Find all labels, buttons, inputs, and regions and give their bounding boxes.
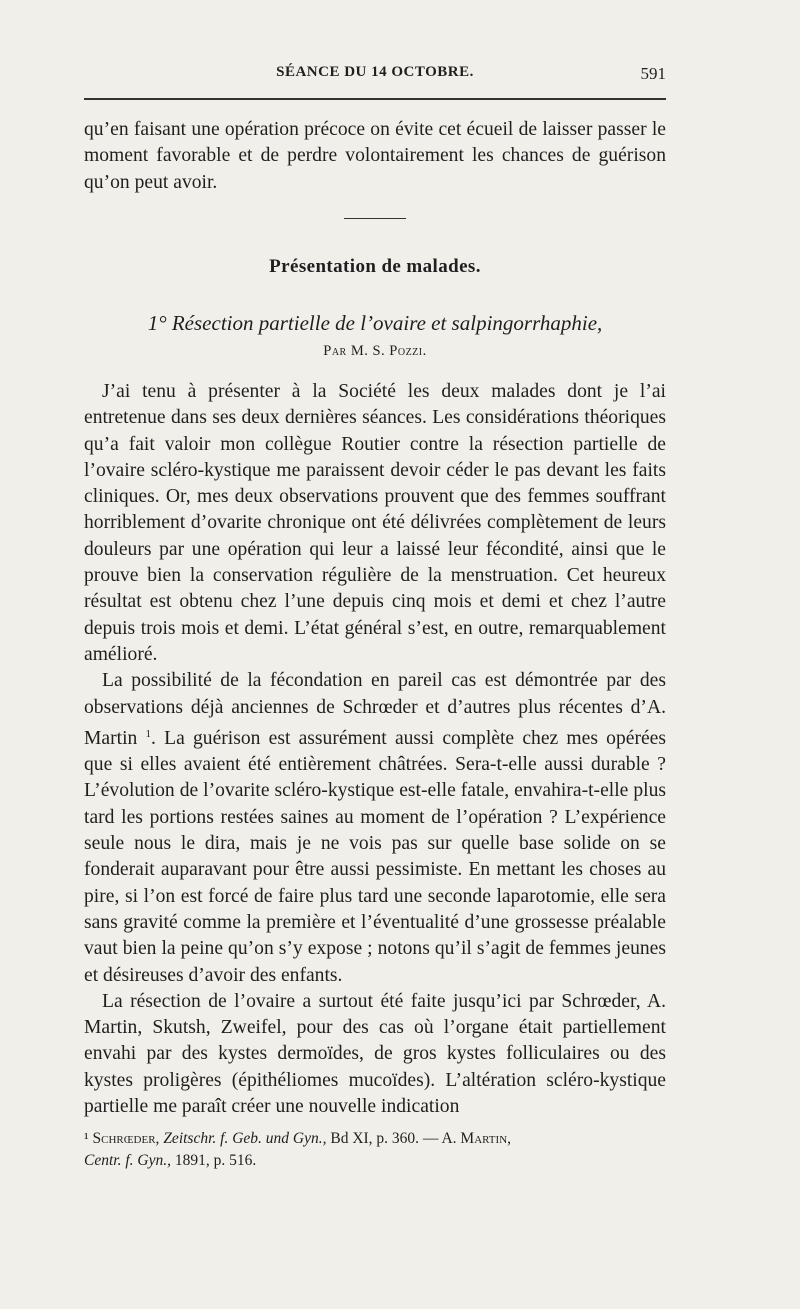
- footnote-marker: ¹: [84, 1130, 89, 1147]
- footnote-line-1: [84, 1128, 666, 1150]
- paragraph-2-start: La possibilité de la fécondation en pareil cas est démontrée par des observations déjà anciennes de Schrœder et d’autres plus récentes d’A. Martin: [84, 670, 666, 749]
- footnote-ref-1: Bd XI, p. 360. — A.: [330, 1130, 457, 1147]
- paragraph-2: [84, 668, 666, 989]
- footnote-author-2: Martin,: [460, 1130, 512, 1147]
- intro-text: qu’en faisant une opération précoce on évite cet écueil de laisser passer le moment favorable et de perdre volontairement les chances de guérison qu’on peut avoir.: [84, 119, 666, 193]
- footnote: [84, 1128, 666, 1172]
- section-title: Présentation de malades.: [269, 256, 481, 277]
- body-text: [84, 379, 666, 1120]
- paragraph-2-end: . La guérison est assurément aussi complète chez mes opérées que si elles avaient été entièrement châtrées. Sera-t-elle aussi durable ? L’évolution de l’ovarite scléro-kystique est-elle fatale, envahira-t-elle plus tard les portions restées saines au moment de l’opération ? L’expérience seule nous le dira, mais je ne vois pas sur quelle base solide on se fonderait auparavant pour être aussi pessimiste. En mettant les choses au pire, si l’on est forcé de faire plus tard une seconde laparotomie, elle sera sans gravité comme la première et l’éventualité d’une grossesse préalable vaut bien la peine qu’on s’y expose ; notons qu’il s’agit de femmes jeunes et désireuses d’avoir des enfants.: [84, 727, 666, 986]
- running-header: [84, 64, 666, 88]
- footnote-journal-1: Zeitschr. f. Geb. und Gyn.,: [163, 1130, 327, 1147]
- intro-paragraph: [84, 117, 666, 196]
- section-subtitle: 1° Résection partielle de l’ovaire et salpingorrhaphie,: [147, 311, 603, 335]
- footnote-author-1: Schrœder,: [92, 1130, 160, 1147]
- paragraph-3: La résection de l’ovaire a surtout été faite jusqu’ici par Schrœder, A. Martin, Skutsh, Zweifel, pour des cas où l’organe était partiellement envahi par des kystes dermoïdes, de gros kystes folliculaires ou des kystes proligères (épithéliomes mucoïdes). L’altération scléro-kystique partielle me paraît créer une nouvelle indication: [84, 990, 666, 1118]
- header-title: SÉANCE DU 14 OCTOBRE.: [276, 64, 474, 80]
- footnote-ref-2: 1891, p. 516.: [174, 1152, 257, 1169]
- footnote-line-2: [84, 1150, 666, 1172]
- footnote-reference[interactable]: 1: [145, 727, 152, 740]
- author-line: Par M. S. Pozzi.: [323, 343, 427, 359]
- footnote-journal-2: Centr. f. Gyn.,: [84, 1152, 171, 1169]
- header-rule: [84, 98, 666, 100]
- paragraph-1: J’ai tenu à présenter à la Société les deux malades dont je l’ai entretenue dans ses deux dernières séances. Les considérations théoriques qu’a fait valoir mon collègue Routier contre la résection partielle de l’ovaire scléro-kystique me paraissent devoir céder le pas devant les faits cliniques. Or, mes deux observations prouvent que des femmes souffrant horriblement d’ovarite chronique ont été délivrées complètement de leurs douleurs par une opération qui leur a laissé leur fécondité, ainsi que le prouve bien la conservation régulière de la menstruation. Cet heureux résultat est obtenu chez l’une depuis cinq mois et demi et chez l’autre depuis trois mois et demi. L’état général s’est, en outre, remarquablement amélioré.: [84, 381, 666, 665]
- section-divider: [344, 218, 406, 219]
- page-number: 591: [640, 64, 666, 83]
